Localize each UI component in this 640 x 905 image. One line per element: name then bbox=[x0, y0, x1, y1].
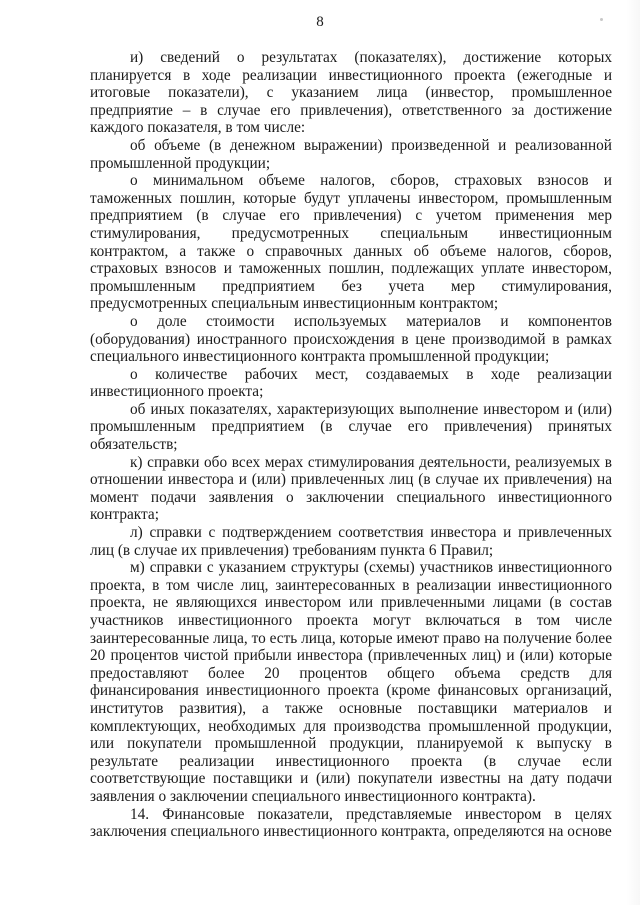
paragraph-item-m-structure: м) справки с указанием структуры (схемы) участников инвестиционного проекта, в том числе лиц, заинтересованных в реализации инвестиционного проекта, не являющихся инвестором или привлеченными лицами (в состав участников инвестиционного проекта могут включаться в том числе заинтересованные лица, то есть лица, которые имеют право на получение более 20 процентов чистой прибыли инвестора (привлеченных лиц) и (или) которые предоставляют более 20 процентов общего объема средств для финансирования инвестиционного проекта (кроме финансовых организаций, институтов развития), а также основные поставщики материалов и комплектующих, необходимых для производства промышленной продукции, или покупатели промышленной продукции, планируемой к выпуску в результате реализации инвестиционного проекта (в случае если соответствующие поставщики и (или) покупатели известны на дату подачи заявления о заключении специального инвестиционного контракта). bbox=[90, 559, 612, 805]
paragraph-output-volume: об объеме (в денежном выражении) произведенной и реализованной промышленной продукции; bbox=[90, 136, 612, 172]
paragraph-item-l-compliance: л) справки с подтверждением соответствия инвестора и привлеченных лиц (в случае их привлечения) требованиям пункта 6 Правил; bbox=[90, 524, 612, 559]
paragraph-section-14-financial: 14. Финансовые показатели, представляемые инвестором в целях заключения специального инвестиционного контракта, определяются на основе bbox=[90, 805, 612, 841]
scan-dot-mark bbox=[600, 18, 603, 21]
paragraph-item-k-incentives: к) справки обо всех мерах стимулирования деятельности, реализуемых в отношении инвестора и (или) привлеченных лиц (в случае их привлечения) на момент подачи заявления о заключении специального инвестиционного контракта; bbox=[90, 453, 612, 524]
page-edge-shadow bbox=[626, 0, 640, 905]
document-body bbox=[90, 49, 612, 841]
paragraph-item-i-results: и) сведений о результатах (показателях), достижение которых планируется в ходе реализации инвестиционного проекта (ежегодные и итоговые показатели), с указанием лица (инвестор, промышленное предприятие – в случае его привлечения), ответственного за достижение каждого показателя, в том числе: bbox=[90, 49, 612, 137]
paragraph-foreign-share: о доле стоимости используемых материалов и компонентов (оборудования) иностранного происхождения в цене производимой в рамках специального инвестиционного контракта промышленной продукции; bbox=[90, 312, 612, 366]
page-number: 8 bbox=[316, 14, 324, 30]
paragraph-other-indicators: об иных показателях, характеризующих выполнение инвестором и (или) промышленным предприятием (в случае его привлечения) принятых обязательств; bbox=[90, 400, 612, 454]
paragraph-taxes-minimum: о минимальном объеме налогов, сборов, страховых взносов и таможенных пошлин, которые будут уплачены инвестором, промышленным предприятием (в случае его привлечения) с учетом применения мер стимулирования, предусмотренных специальным инвестиционным контрактом, а также о справочных данных об объеме налогов, сборов, страховых взносов и таможенных пошлин, подлежащих уплате инвестором, промышленным предприятием без учета мер стимулирования, предусмотренных специальным инвестиционным контрактом; bbox=[90, 172, 612, 313]
paragraph-jobs-count: о количестве рабочих мест, создаваемых в ходе реализации инвестиционного проекта; bbox=[90, 365, 612, 401]
